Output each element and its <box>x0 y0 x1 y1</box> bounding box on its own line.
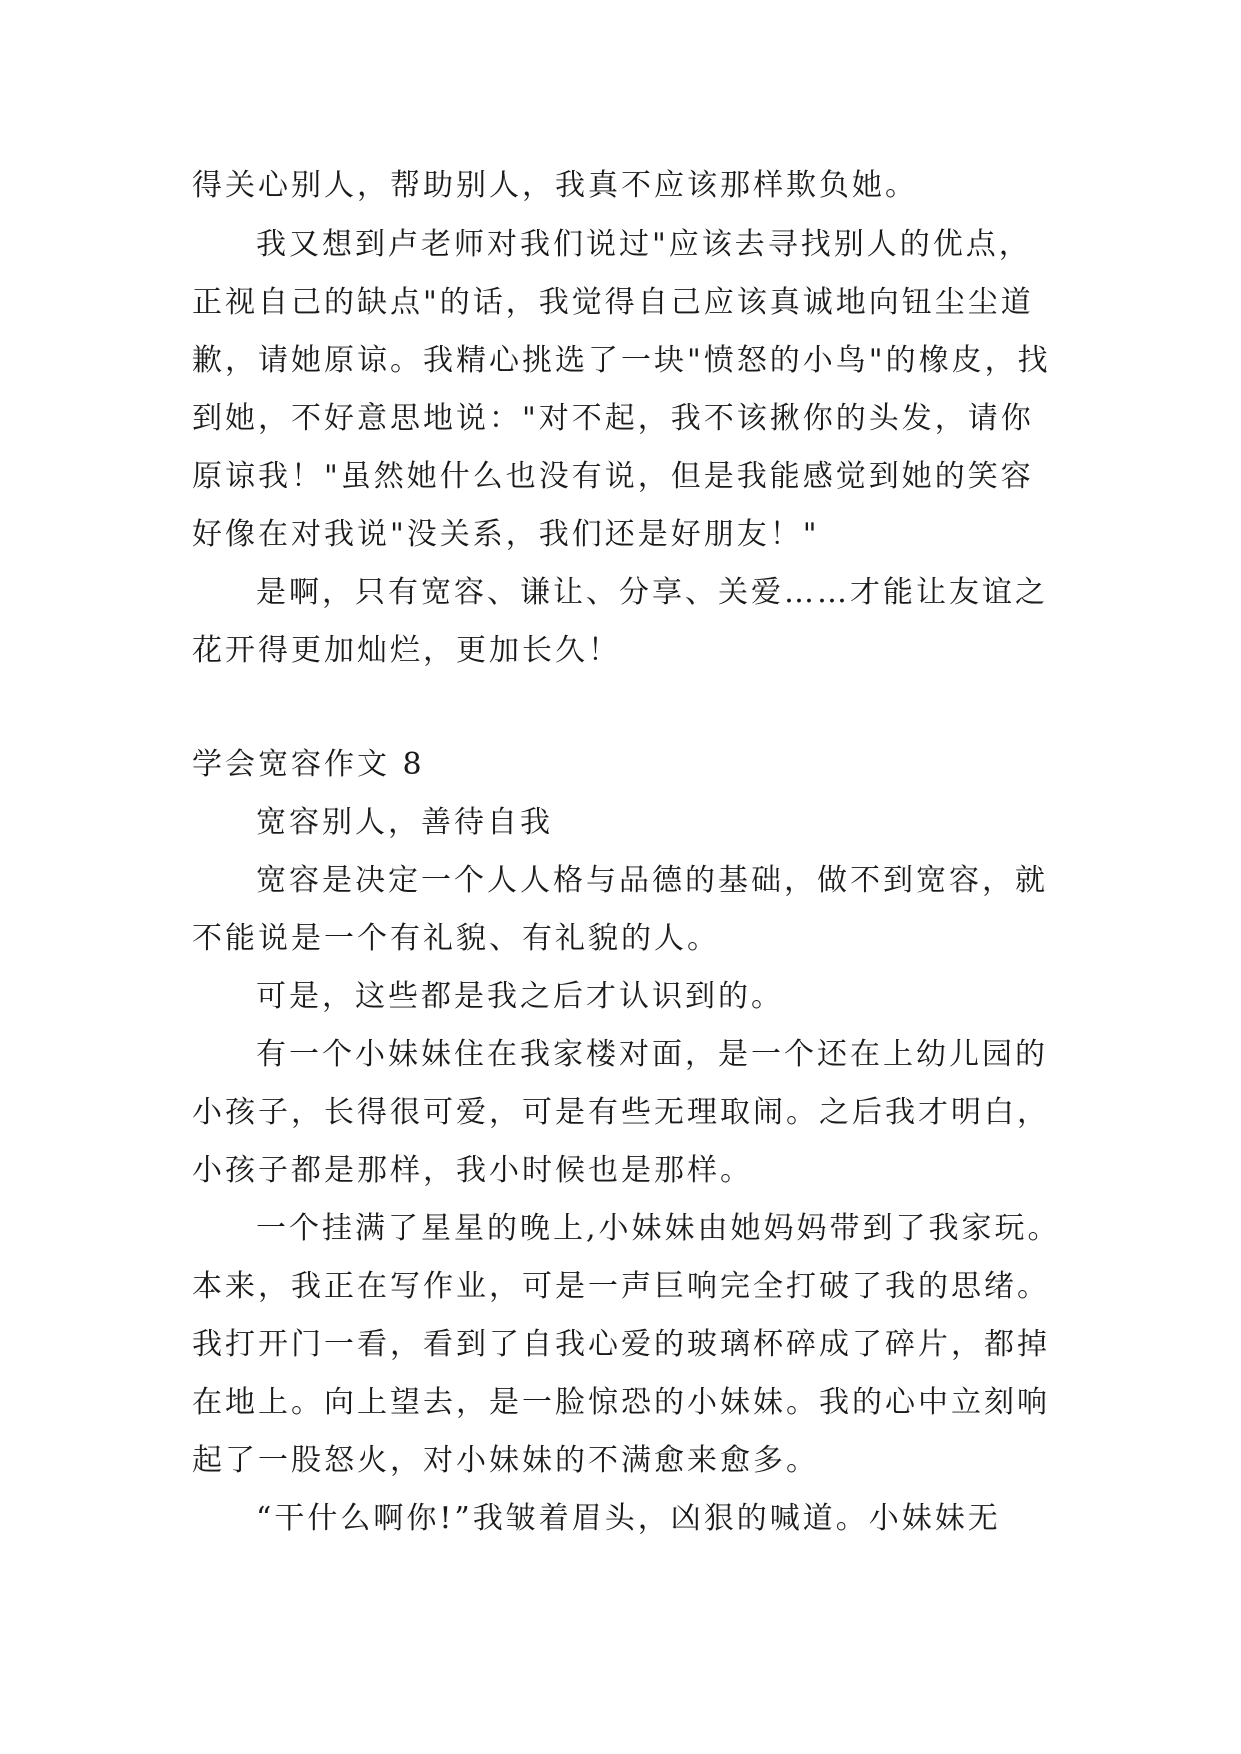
text-line: 到她，不好意思地说："对不起，我不该揪你的头发，请你 <box>192 401 1034 436</box>
text-line: 本来，我正在写作业，可是一声巨响完全打破了我的思绪。 <box>192 1269 1050 1304</box>
text-line: 不能说是一个有礼貌、有礼貌的人。 <box>192 921 720 956</box>
text-line: 可是，这些都是我之后才认识到的。 <box>256 979 784 1014</box>
text-line: 原谅我！"虽然她什么也没有说，但是我能感觉到她的笑容 <box>192 459 1034 494</box>
text-line: 我打开门一看，看到了自我心爱的玻璃杯碎成了碎片，都掉 <box>192 1327 1050 1362</box>
text-line: 我又想到卢老师对我们说过"应该去寻找别人的优点， <box>256 227 1032 262</box>
text-line: 好像在对我说"没关系，我们还是好朋友！" <box>192 517 820 552</box>
text-line: 正视自己的缺点"的话，我觉得自己应该真诚地向钮尘尘道 <box>192 285 1034 320</box>
text-line: 在地上。向上望去，是一脸惊恐的小妹妹。我的心中立刻响 <box>192 1385 1050 1420</box>
text-line: 宽容是决定一个人人格与品德的基础，做不到宽容，就 <box>256 863 1048 898</box>
text-line: 花开得更加灿烂，更加长久！ <box>192 633 621 668</box>
text-line: 起了一股怒火，对小妹妹的不满愈来愈多。 <box>192 1443 819 1478</box>
text-line: 小孩子都是那样，我小时候也是那样。 <box>192 1153 753 1188</box>
essay-subtitle: 宽容别人，善待自我 <box>256 805 553 840</box>
text-line: 一个挂满了星星的晚上,小妹妹由她妈妈带到了我家玩。 <box>256 1211 1061 1246</box>
text-line: 歉，请她原谅。我精心挑选了一块"愤怒的小鸟"的橡皮，找 <box>192 343 1051 378</box>
text-line: 得关心别人，帮助别人，我真不应该那样欺负她。 <box>192 168 918 203</box>
text-line: 是啊，只有宽容、谦让、分享、关爱……才能让友谊之 <box>256 575 1048 610</box>
text-line: “干什么啊你!”我皱着眉头，凶狠的喊道。小妹妹无 <box>256 1501 1001 1536</box>
text-line: 有一个小妹妹住在我家楼对面，是一个还在上幼儿园的 <box>256 1037 1048 1072</box>
section-title: 学会宽容作文 8 <box>192 747 425 782</box>
text-line: 小孩子，长得很可爱，可是有些无理取闹。之后我才明白， <box>192 1095 1050 1130</box>
